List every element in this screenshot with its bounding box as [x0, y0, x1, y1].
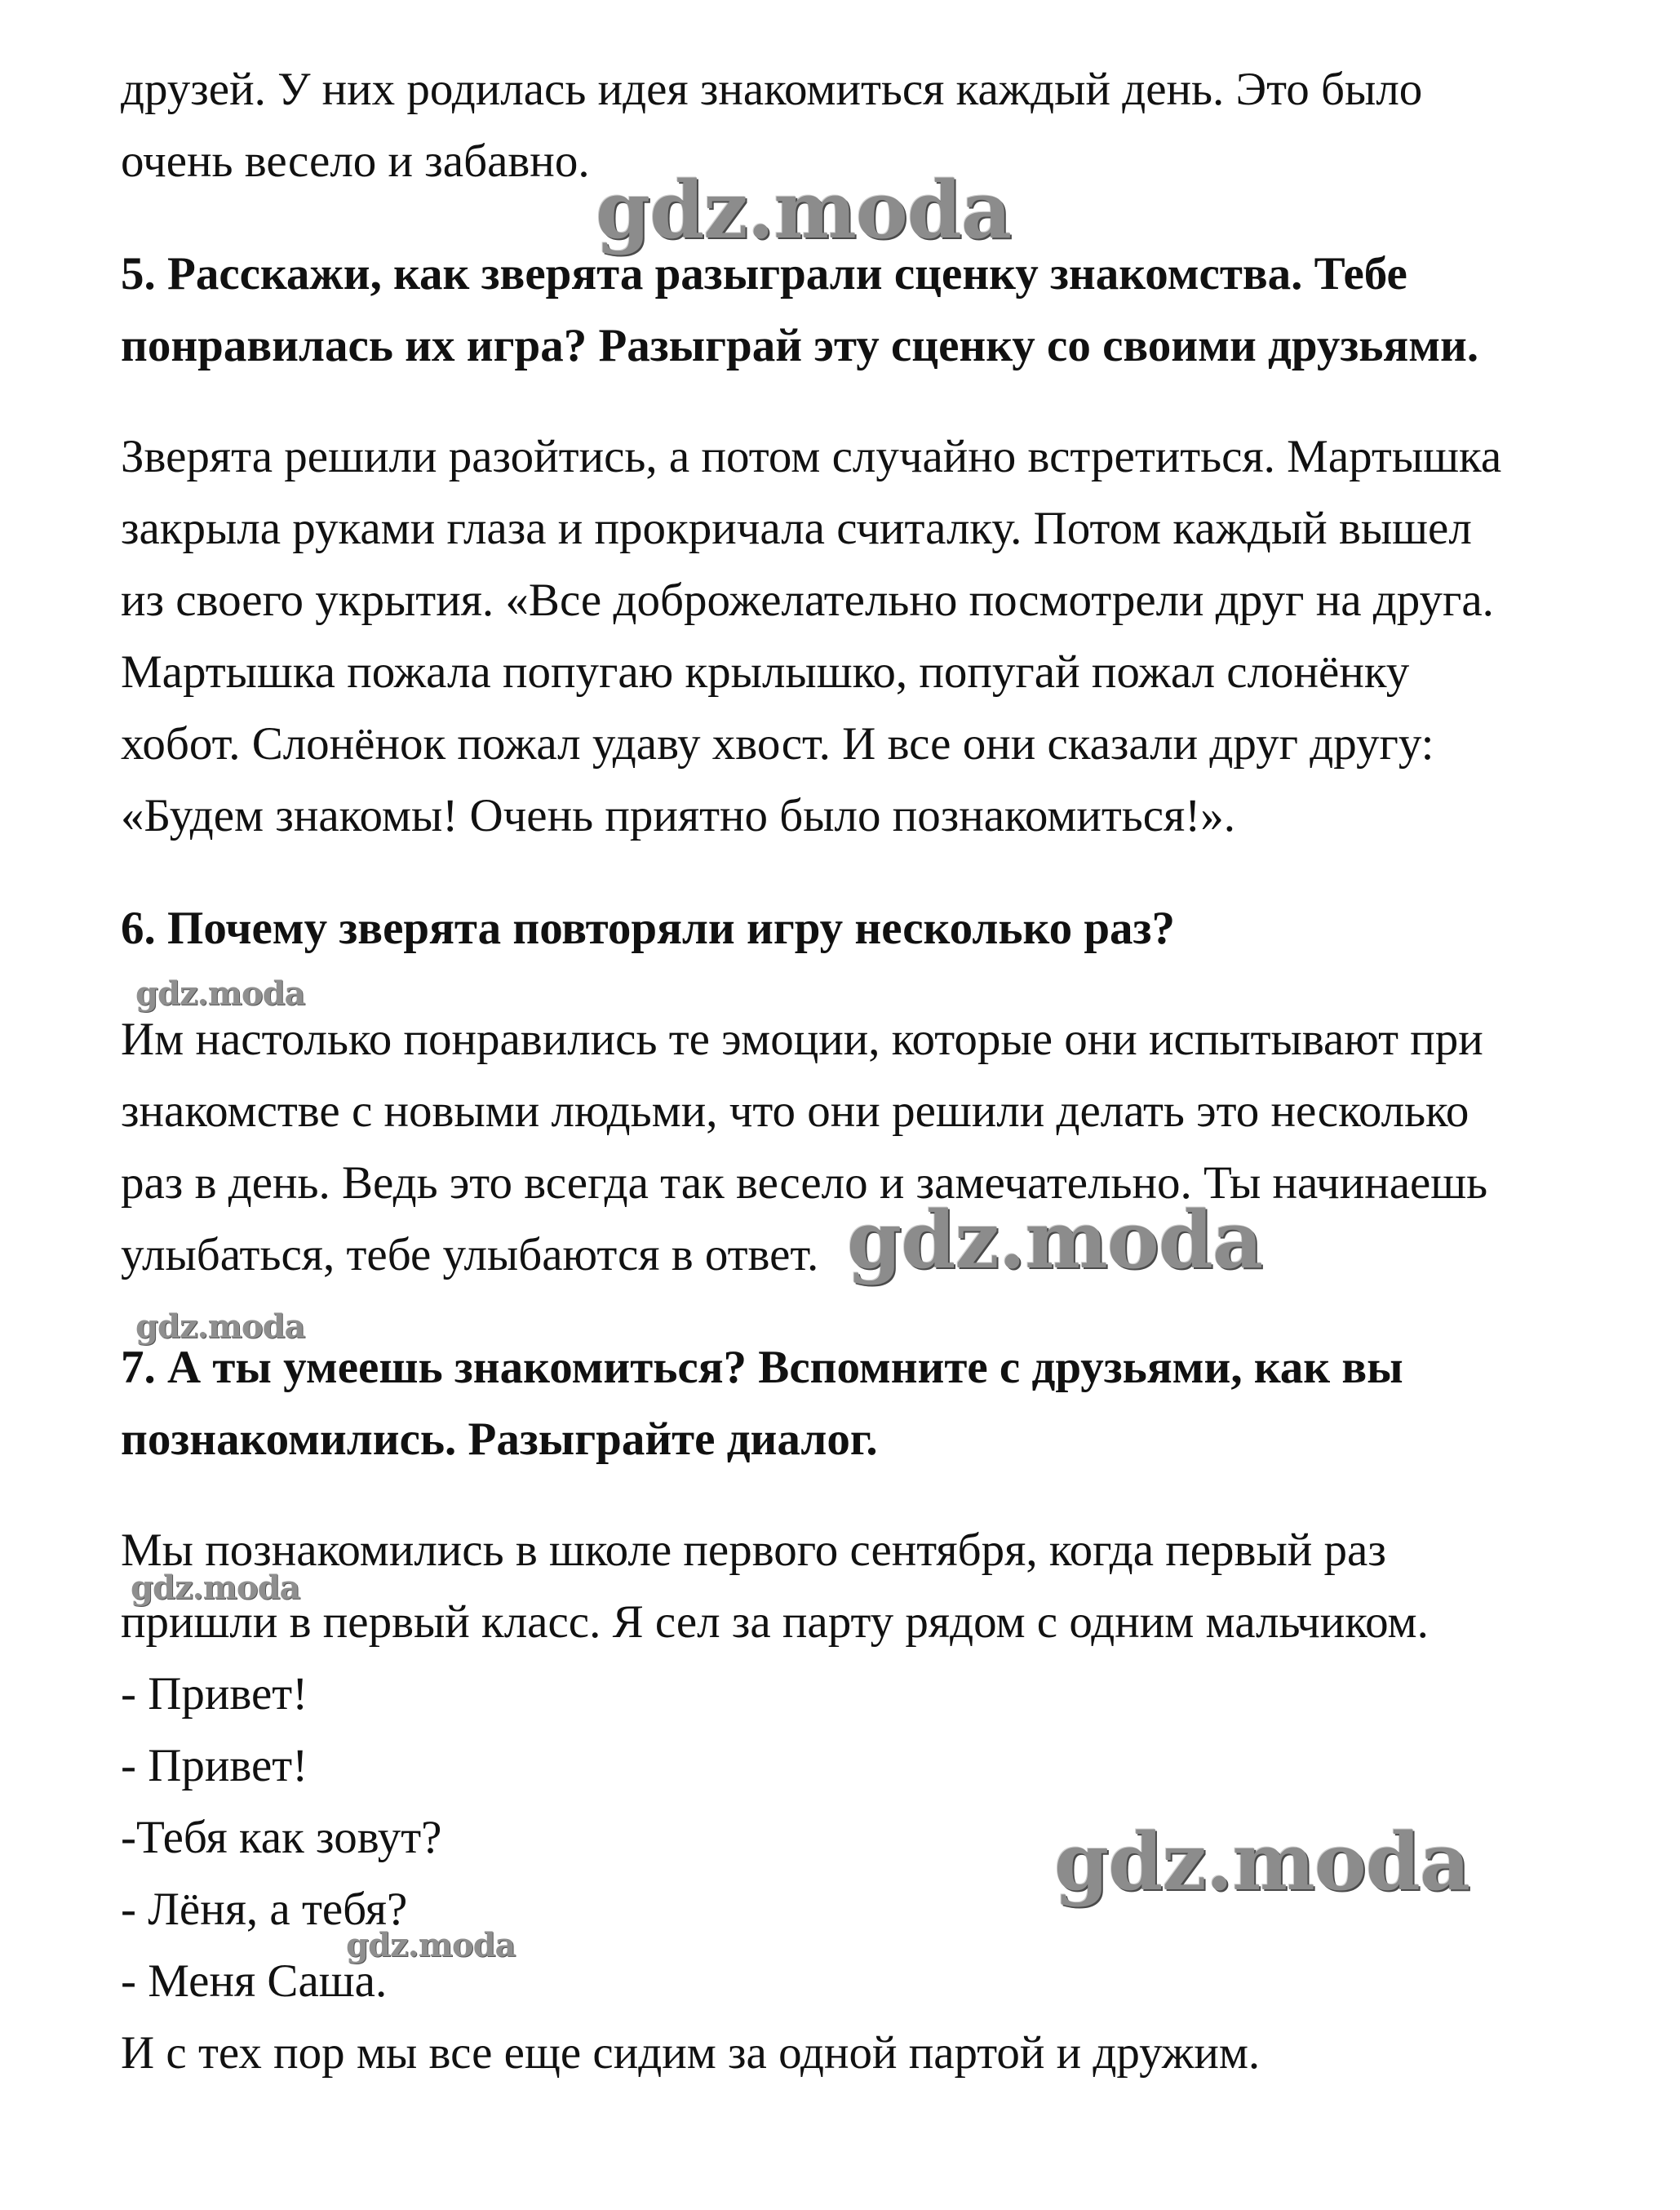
dialog-line: - Меня Саша.	[121, 1955, 388, 2007]
question-7-heading: познакомились. Разыграйте диалог.	[121, 1413, 878, 1465]
question-7-heading: 7. А ты умеешь знакомиться? Вспомните с друзьями, как вы	[121, 1342, 1403, 1393]
intro-line: очень весело и забавно.	[121, 135, 590, 187]
answer-6-line: знакомстве с новыми людьми, что они решили делать это несколько	[121, 1085, 1469, 1137]
intro-line: друзей. У них родилась идея знакомиться каждый день. Это было	[121, 64, 1423, 115]
watermark-logo: gdz.moda	[135, 974, 305, 1013]
watermark-logo: gdz.moda	[596, 164, 1012, 256]
answer-7-line: Мы познакомились в школе первого сентября, когда первый раз	[121, 1524, 1386, 1576]
answer-5-line: Зверята решили разойтись, а потом случайно встретиться. Мартышка	[121, 431, 1502, 482]
answer-6-line: улыбаться, тебе улыбаются в ответ.	[121, 1229, 819, 1280]
question-5-heading: 5. Расскажи, как зверята разыграли сценку знакомства. Тебе	[121, 248, 1407, 300]
watermark-logo: gdz.moda	[135, 1307, 305, 1346]
answer-5-line: хобот. Слонёнок пожал удаву хвост. И все они сказали друг другу:	[121, 718, 1434, 770]
question-6-heading: 6. Почему зверята повторяли игру несколько раз?	[121, 903, 1175, 954]
watermark-logo: gdz.moda	[1054, 1816, 1470, 1908]
answer-6-line: раз в день. Ведь это всегда так весело и замечательно. Ты начинаешь	[121, 1157, 1488, 1209]
answer-6-line: Им настолько понравились те эмоции, которые они испытывают при	[121, 1014, 1483, 1065]
answer-5-line: Мартышка пожала попугаю крылышко, попугай пожал слонёнку	[121, 646, 1410, 698]
answer-7-line: пришли в первый класс. Я сел за парту рядом с одним мальчиком.	[121, 1596, 1429, 1648]
answer-5-line: закрыла руками глаза и прокричала считалку. Потом каждый вышел	[121, 503, 1472, 554]
answer-5-line: из своего укрытия. «Все доброжелательно посмотрели друг на друга.	[121, 575, 1494, 626]
question-5-heading: понравилась их игра? Разыграй эту сценку со своими друзьями.	[121, 320, 1479, 371]
watermark-logo: gdz.moda	[847, 1194, 1263, 1286]
answer-7-line: И с тех пор мы все еще сидим за одной партой и дружим.	[121, 2027, 1261, 2079]
dialog-line: -Тебя как зовут?	[121, 1812, 442, 1863]
watermark-logo: gdz.moda	[346, 1926, 516, 1964]
dialog-line: - Привет!	[121, 1740, 308, 1791]
dialog-line: - Лёня, а тебя?	[121, 1884, 408, 1935]
dialog-line: - Привет!	[121, 1668, 308, 1720]
answer-5-line: «Будем знакомы! Очень приятно было познакомиться!».	[121, 790, 1235, 841]
watermark-logo: gdz.moda	[131, 1569, 300, 1607]
